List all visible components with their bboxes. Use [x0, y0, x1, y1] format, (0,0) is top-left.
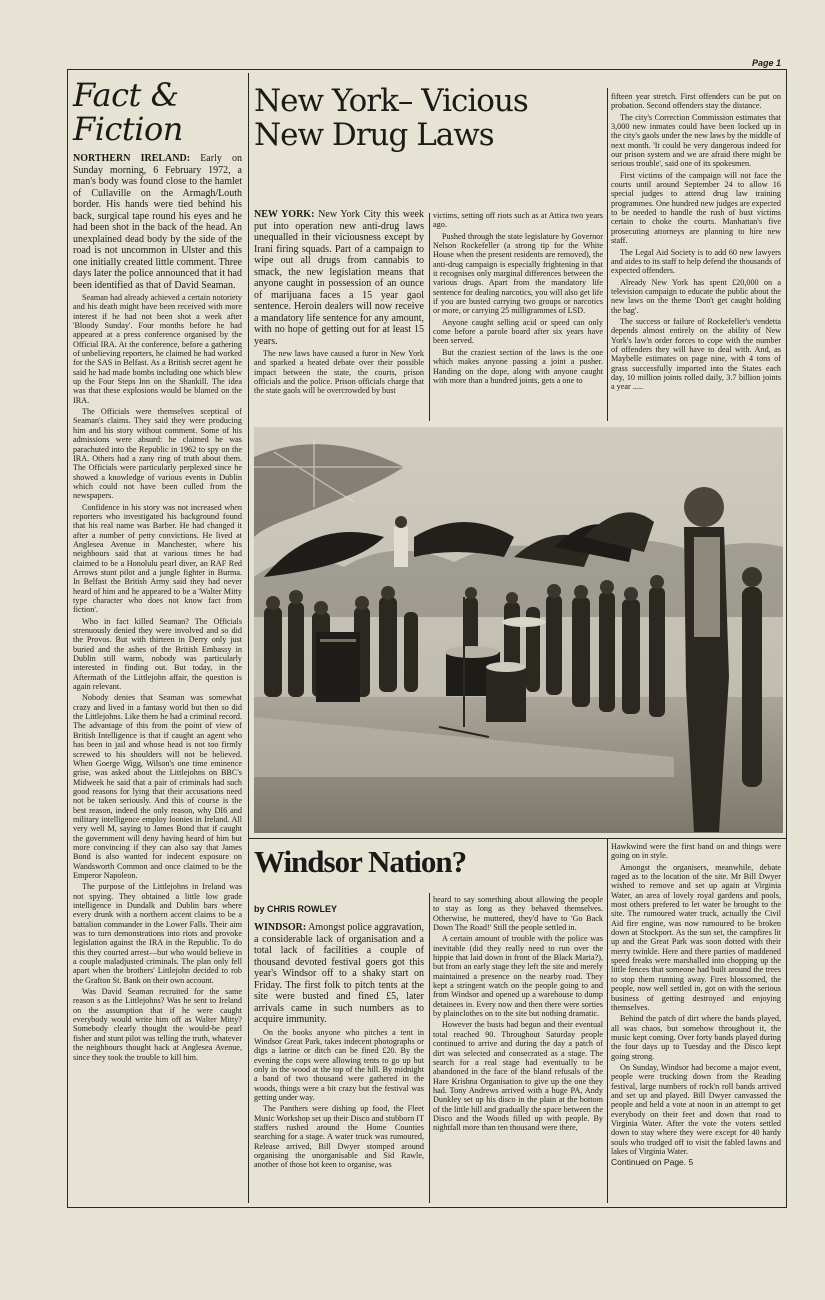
windsor-column-2 [433, 895, 603, 1203]
paragraph: victims, setting off riots such as at Attica two years ago. [433, 211, 603, 230]
paragraph: On Sunday, Windsor had become a major event, people were trucking down from the Reading festival, large numbers of rock'n roll bands arrived and set up and played. Bill Dwyer canvassed the people and held a vote at noon in an attempt to get everybody on their feet and down that road to Virginia Water. After the vote the voters settled down to stay where they were except for 40 hardy souls who trudged off to visit the fabled lawns and lakes of Virginia Water. [611, 1062, 781, 1156]
windsor-lead [254, 922, 424, 1026]
photo-bottom-rule [249, 838, 787, 839]
paragraph: Was David Seaman recruited for the same reason s as the Littlejohns? Was he sent to Ireland on the assumption that if he were caught everybody would write him off as Walter Mitty? Somebody clearly thought the would-be pearl fisher and stunt pilot was telling the truth, whatever the neighbours thought back at Anglesea Avenue, since they took the trouble to kill him. [73, 987, 242, 1062]
lead-text: New York City this week put into operation new anti-drug laws unequalled in their viciousness except by Irani firing squads. Part of a campaign to wipe out all drugs from cannabis to smack, the new legislation means that anyone caught in possession of an ounce of marijuana faces a 15 year gaol sentence. Heroin dealers will now receive a mandatory life sentence for any amount, with no hope of getting out for at least 15 years. [254, 209, 424, 347]
paragraph: The Legal Aid Society is to add 60 new lawyers and aides to its staff to help defend the thousands of expected offenders. [611, 247, 781, 276]
windsor-byline: by CHRIS ROWLEY [254, 904, 338, 914]
lead-text: Amongst police aggravation, a considerable lack of organisation and a total lack of facilities a couple of thousand devoted festival goers got this year's Windsor off to a shaky start on Friday. The first folk to pitch tents at the site were busted and fined £5, later arrivals came in such numbers as to acquire immunity. [254, 922, 424, 1025]
dateline: NEW YORK: [254, 209, 315, 220]
paragraph: Who in fact killed Seaman? The Officials strenuously denied they were involved and so did the Provos. But with thirteen in Derry only just buried and the ashes of the British Embassy in Dublin still warm, nobody was particularly interested in finding out. But today, in the Aftermath of the Littlejohn affair, the question is again relevant. [73, 616, 242, 692]
festival-photo [254, 427, 783, 833]
paragraph: Hawkwind were the first band on and things were going on in style. [611, 842, 781, 861]
column-rule-wn-1 [429, 893, 430, 1203]
paragraph: heard to say something about allowing the people to stay as long as they behaved themselves. Otherwise, he muttered, they'd have to 'Go Back Down The Road!' Still the people settled in. [433, 895, 603, 933]
new-york-column-1 [254, 209, 424, 421]
new-york-lead [254, 209, 424, 347]
paragraph: But the craziest section of the laws is the one which makes anyone passing a joint a pusher. Handing on the dope, along with anyone caught with more than a hundred joints, gets a one to [433, 347, 603, 385]
paragraph: Already New York has spent £20,000 on a television campaign to educate the public about the new laws on the theme 'Don't get caught holding the bag'. [611, 277, 781, 315]
column-rule-left [248, 73, 249, 1203]
fact-fiction-headline [73, 78, 248, 146]
paragraph: fifteen year stretch. First offenders can be put on probation. Second offenders stay the distance. [611, 92, 781, 111]
new-york-column-2 [433, 211, 603, 421]
fact-fiction-column [73, 153, 242, 1201]
paragraph: Pushed through the state legislature by Governor Nelson Rockefeller (a strong tip for the White House when the present residents are removed), the anti-drug campaign is especially frightening in that it recognises only marginal differences between the various drugs. Apart from the mandatory life sentence for dealing narcotics, you will also get life if you are busted carrying two groups or narcotics or more, or carrying 25 milligrammes of LSD. [433, 231, 603, 316]
windsor-headline: Windsor Nation? [254, 844, 467, 879]
paragraph: Seaman had already achieved a certain notoriety and his death might have been received with more interest if he had not been shot a week after 'Bloody Sunday'. Four months before he had appeared at a press conference organised by the Official IRA. At the conference, before a gathering of unbelieving reporters, he claimed he had worked for the SAS in Belfast. As a British secret agent he said he had made bombs including one which blew up the Four Steps Inn on the Shankill. The idea was that these explosions would be blamed on the IRA. [73, 293, 242, 405]
dateline: NORTHERN IRELAND: [73, 153, 191, 164]
column-rule-ny-1 [429, 213, 430, 421]
new-york-headline: New York– Vicious New Drug Laws [254, 83, 528, 153]
windsor-column-3 [611, 842, 781, 1203]
page-number: Page 1 [751, 58, 781, 68]
paragraph: The new laws have caused a furor in New York and sparked a heated debate over their possible impact between the state, the courts, prison officials and the police. Prison officials charge that the state gaols will be overcrowded by bust [254, 349, 424, 396]
paragraph: The purpose of the Littlejohns in Ireland was not spying. They obtained a little low grade intelligence in Dundalk and Dublin bars where every drunk with a northern accent claims to be a battalion commander in the Lower Falls. Their aim was to turn demonstrations into riots and provoke legislation against the IRA in the Republic. To do this they courted arrest—but who would believe in a couple maladjusted criminals. The plan only fell apart when the brothers' Littlejohn decided to rob the Grafton St. Bank on their own account. [73, 882, 242, 985]
festival-photo-image [254, 427, 783, 833]
new-york-column-3 [611, 92, 781, 422]
paragraph: On the books anyone who pitches a tent in Windsor Great Park, takes indecent photographs or digs a latrine or ditch can be fined £20. By the evening the cops were allowing tents to go up but only in the wood at the top of the hill. By midnight a band of two thousand were gathered in the woods, things were a bit crazy but the festival was getting under way. [254, 1027, 424, 1102]
paragraph: Anyone caught selling acid or speed can only come before a parole board after six years have been served. [433, 317, 603, 346]
windsor-column-1 [254, 922, 424, 1203]
headline-line-2: Fiction [73, 110, 183, 148]
column-rule-wn-2 [607, 838, 608, 1203]
column-rule-ny-2 [607, 88, 608, 421]
paragraph: However the busts had begun and their eventual total reached 90. Throughout Saturday people continued to arrive and during the day a patch of dirt was selected and consecrated as a stage. The search for a real stage had eventually to be abandoned in the face of the bland refusals of the Hare Krishna Organisation to give up the one they had. Tony Andrews arrived with a huge PA, Andy Dunkley set up his disco in the plain at the bottom of the little hill and gradually the space between the Disco and the Woods filled up with people. By nightfall more than ten thousand were there, [433, 1020, 603, 1133]
paragraph: The Panthers were dishing up food, the Fleet Music Workshop set up their Disco and stubborn IT staffers rushed around the Home Counties searching for a stage. A water truck was rumoured, Release arrived, Bill Dwyer stomped around organising the unorganisable and Sid Rawle, another of those hot keen to organise, was [254, 1104, 424, 1170]
paragraph: First victims of the campaign will not face the courts until around September 24 to allow 16 special judges to attend drug law training programmes. One hundred new judges are expected to be needed to handle the rush of bust victims certain to choke the courts. Manhattan's five prosecuting attorneys are planning to hire new staff. [611, 170, 781, 246]
fact-fiction-lead [73, 153, 242, 291]
paragraph: A certain amount of trouble with the police was inevitable (did they really need to run over the hippie that laid down in front of the Black Maria?), but from an early stage they left the site and merely maintained a presence on the nearby road. They kept a stringent watch on the people going to and from Windsor and opened up a warehouse to dump detainees in. Every now and then there were sorties by plainclothes on to the site but nothing dramatic. [433, 934, 603, 1019]
paragraph: Nobody denies that Seaman was somewhat crazy and lived in a fantasy world but then so did the Littlejohns. Like them he had a criminal record. The advantage of this from the point of view of British Intelligence is that if caught an agent who has been in jail and whose head is not too firmly screwed to his shoulders will not be believed. When Goerge Wigg, Wilson's one time eminence grise, was asked about the Littlejohns on BBC's Midweek he said that a pair of criminals had such good reasons for lying that their accusations need not be taken seriously. And this of course is the best reason, indeed the only reason, why DI6 and military intelligence employ loonies in Ireland. All very well M, saying to James Bond that if caught the government will deny having heard of him but more convincing if they can also say that James Bond is also wanted for indecent exposure on Wandsworth Common and once claimed to be the Emperor Napoleon. [73, 693, 242, 880]
paragraph: Confidence in his story was not increased when reporters who investigated his background found that his real name was Barber. He had changed it after a number of petty convictions. He lived at Anglesea Avenue in Manchester, where his neighbours said that at various times he had claimed to be a Honolulu pearl diver, an RAF Red Arrows stunt pilot and a jungle fighter in Burma. In Belfast the British Army said they had never heard of him and he appeared to be a 'Walter Mitty type character who does not know fact from fiction'. [73, 502, 242, 615]
paragraph: Amongst the organisers, meanwhile, debate raged as to the location of the site. Mr Bill Dwyer wished to remove and set up again at Virginia Water, an area of lovely royal gardens and pools, most others prefered to let water be brought to the site. The rumoured water truck, actually the Civil Aid fire engine, was now rumoured to be broken down at Stockport. As the sun set, the campfires lit up and the Great Park was soon dotted with their merry twinkle. Here and there parties of maddened speed freaks were marshalled into chopping up the little fences that someone had built around the trees to stop them running away. Fires blossomed, the people, now well settled in, got on with the serious business of getting destroyed and enjoying themselves. [611, 862, 781, 1012]
paragraph: The Officials were themselves sceptical of Seaman's claims. They said they were producing him and his story without comment. Some of his admissions were absurd: he claimed he was parachuted into the Republic in 1962 to spy on the IRA. Others had a zany ring of truth about them. The Officials were particularly perplexed since he showed a knowledge of various events in Dublin which could not have been culled from the newspapers. [73, 407, 242, 501]
paragraph: The city's Correction Commission estimates that 3,000 new inmates could have been locked up in the city's gaols under the new laws by the middle of next month. 'It could be very dangerous indeed for our prison system and we are afraid there might be serious trouble', said one of its spokesmen. [611, 112, 781, 169]
paragraph: The success or failure of Rockefeller's vendetta depends almost entirely on the ability of New York's law'n order forces to cope with the number of offenders they will have to deal with. And, as Maybelle estimates on page nine, with 4 tons of grass successfully imported into the States each day, 10 million joints rolled daily, 3.7 billion joints a year ..... [611, 316, 781, 392]
paragraph: Behind the patch of dirt where the bands played, all was chaos, but somehow throughout it, the music kept coming. Over forty bands played during the four days up to Tuesday and the Disco kept going strong. [611, 1014, 781, 1061]
headline-line-1: Fact & [73, 76, 179, 114]
continued-link[interactable]: Continued on Page. 5 [611, 1157, 694, 1168]
dateline: WINDSOR: [254, 922, 307, 933]
lead-text: Early on Sunday morning, 6 February 1972, a man's body was found close to the hamlet of Cullaville on the Armagh/Louth border. His hands were tied behind his back, surgical tape round his eyes and he had been shot in the back of the head. An unexplained dead body by the side of the road is not uncommon in Ulster and this one initially created little comment. Three days later the police announced that it had been identified as that of David Seaman. [73, 153, 242, 291]
